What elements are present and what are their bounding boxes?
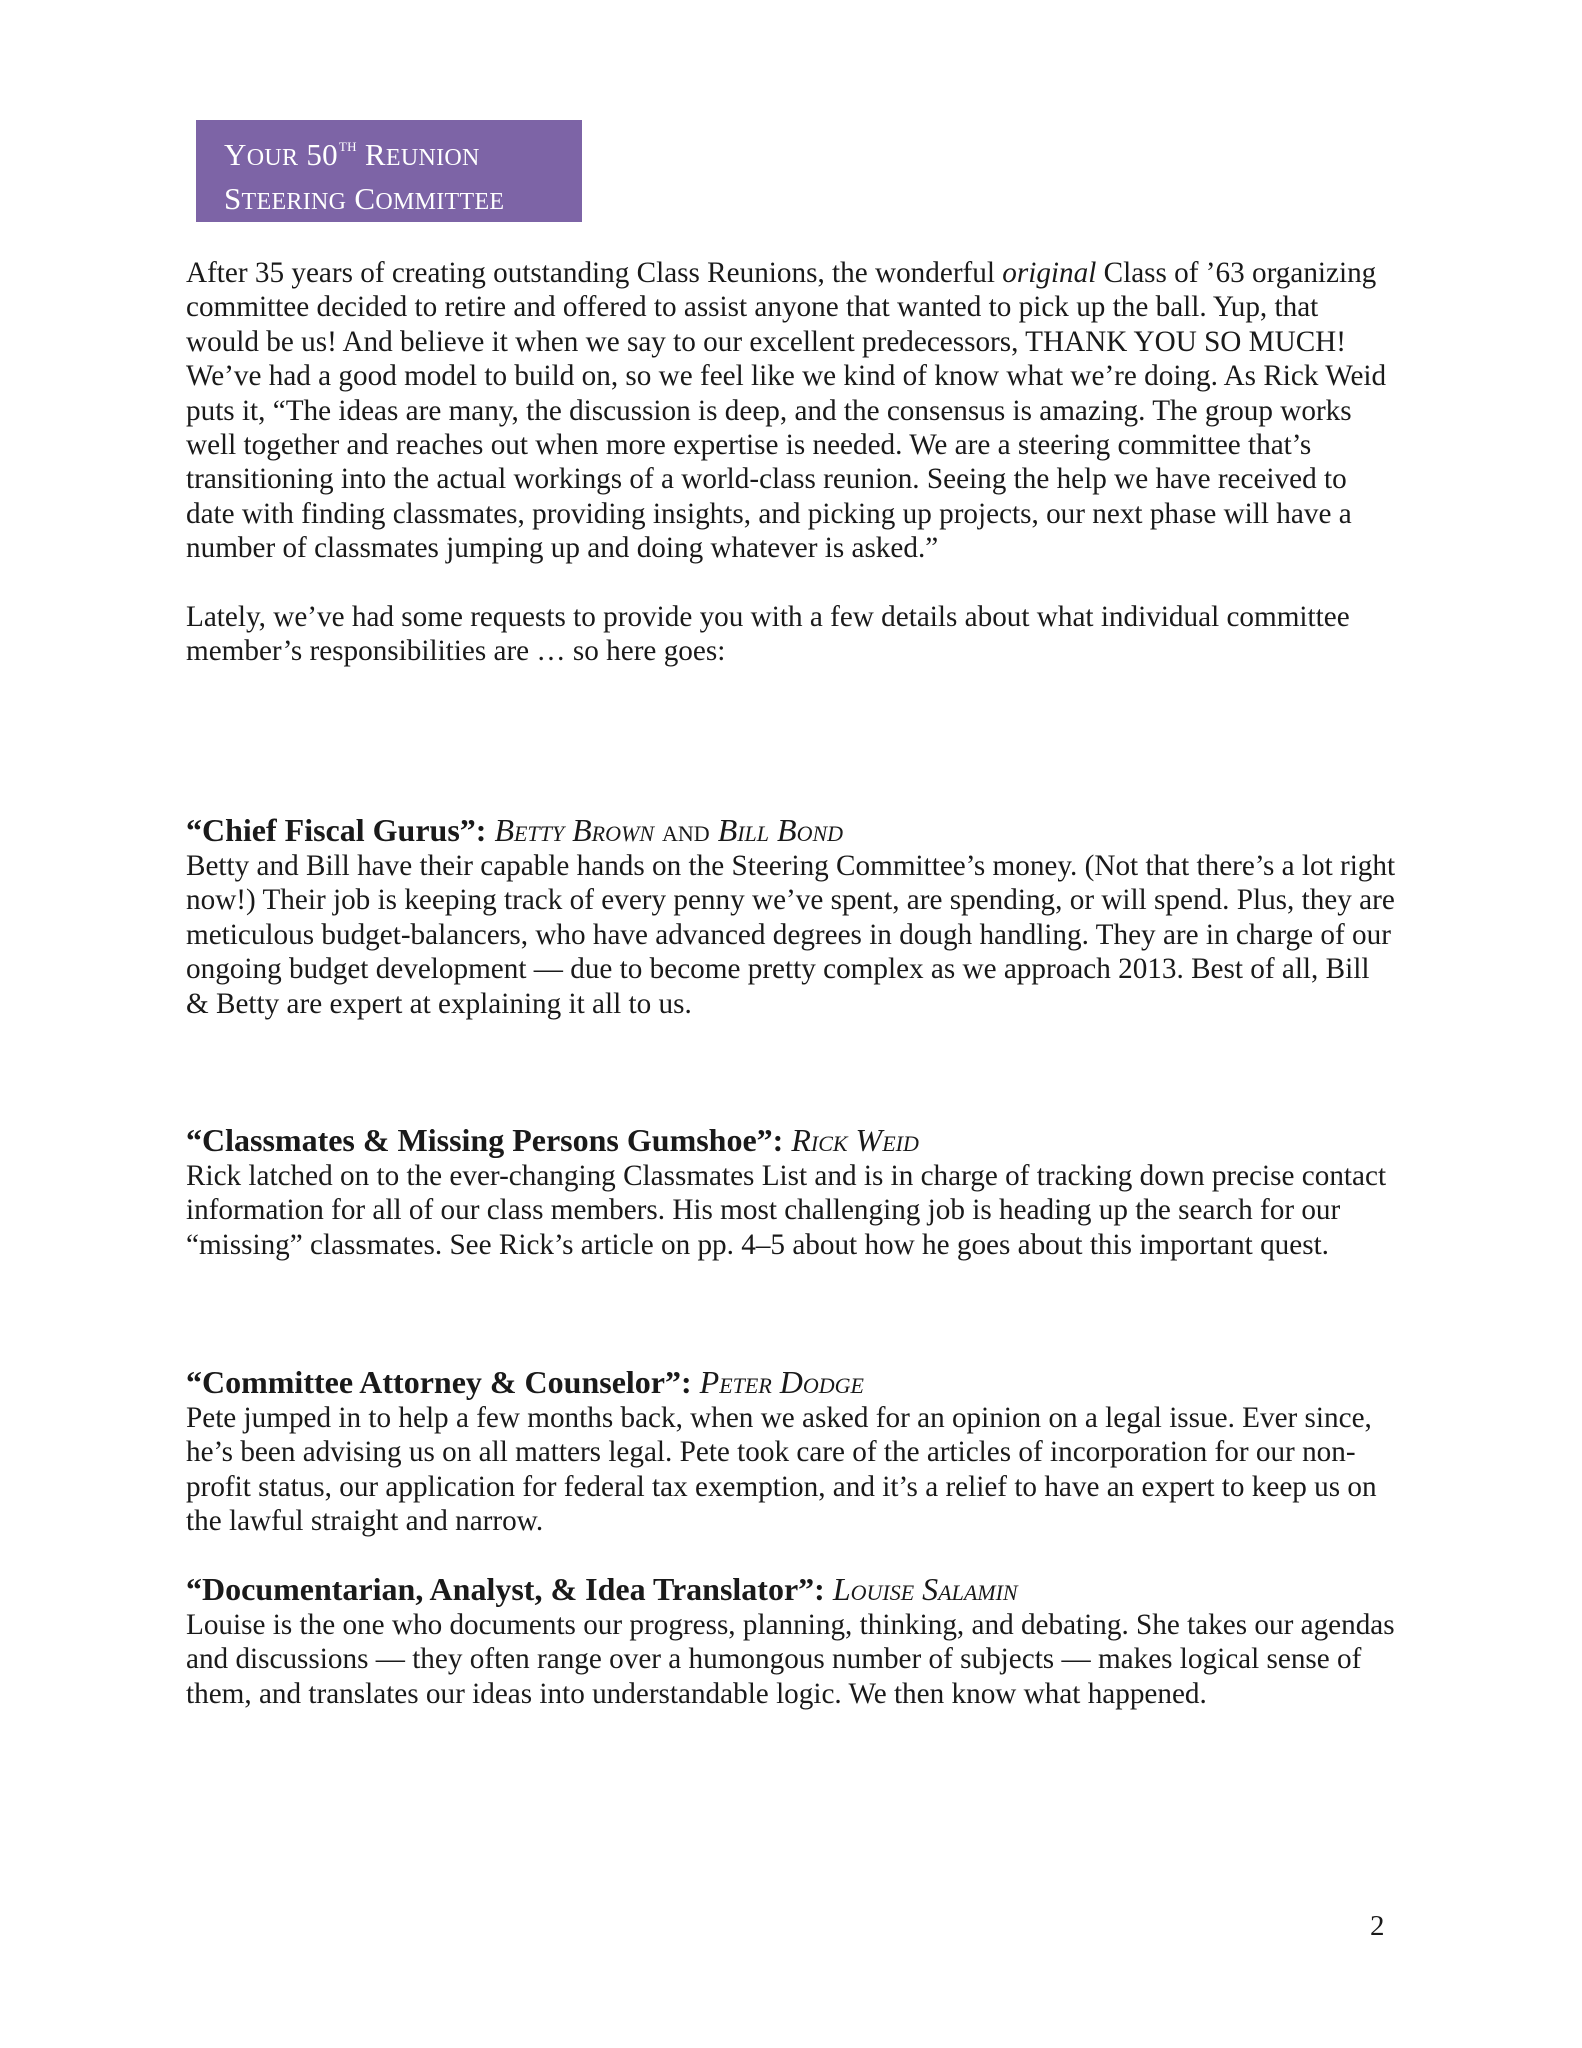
banner-line-1: YOUR 50TH REUNION — [224, 137, 480, 172]
page-number: 2 — [1370, 1910, 1385, 1942]
section-body: Pete jumped in to help a few months back, when we asked for an opinion on a legal issue. Ever since, he’s been advising us on all matters legal. Pete took care of the articles of incorporation for our non-profit status, our application for federal tax exemption, and it’s a relief to have an expert to keep us on the lawful straight and narrow. — [186, 1402, 1377, 1538]
section-title: “Chief Fiscal Gurus”: Betty Brown and Bill Bond — [186, 812, 844, 848]
section-body: Betty and Bill have their capable hands on the Steering Committee’s money. (Not that there’s a lot right now!) Their job is keeping track of every penny we’ve spent, are spending, or will spend. Plus, they are meticulous budget-balancers, who have advanced degrees in dough handling. They are in charge of our ongoing budget development — due to become pretty complex as we approach 2013. Best of all, Bill & Betty are expert at explaining it all to us. — [186, 850, 1396, 1020]
section-attorney — [186, 1363, 1396, 1539]
section-banner — [196, 120, 582, 222]
section-missing-persons — [186, 1121, 1396, 1262]
intro-paragraph-1: After 35 years of creating outstanding Class Reunions, the wonderful original Class of ’63 organizing committee decided to retire and offered to assist anyone that wanted to pick up the ball. Yup, that would be us! And believe it when we say to our excellent predecessors, THANK YOU SO MUCH! We’ve had a good model to build on, so we feel like we kind of know what we’re doing. As Rick Weid puts it, “The ideas are many, the discussion is deep, and the consensus is amazing. The group works well together and reaches out when more expertise is needed. We are a steering committee that’s transitioning into the actual workings of a world-class reunion. Seeing the help we have received to date with finding classmates, providing insights, and picking up projects, our next phase will have a number of classmates jumping up and doing whatever is asked.” — [186, 257, 1387, 565]
section-fiscal-gurus — [186, 811, 1396, 1021]
banner-line-2: STEERING COMMITTEE — [224, 181, 505, 216]
section-body: Louise is the one who documents our progress, planning, thinking, and debating. She takes our agendas and discussions — they often range over a humongous number of subjects — makes logical sense of them, and translates our ideas into understandable logic. We then know what happened. — [186, 1609, 1395, 1710]
article-body — [186, 256, 1396, 1710]
section-title: “Documentarian, Analyst, & Idea Translator”: Louise Salamin — [186, 1571, 1018, 1607]
section-documentarian — [186, 1570, 1396, 1711]
section-title: “Classmates & Missing Persons Gumshoe”: Rick Weid — [186, 1122, 919, 1158]
section-body: Rick latched on to the ever-changing Classmates List and is in charge of tracking down precise contact information for all of our class members. His most challenging job is heading up the search for our “missing” classmates. See Rick’s article on pp. 4–5 about how he goes about this important quest. — [186, 1160, 1387, 1261]
section-title: “Committee Attorney & Counselor”: Peter Dodge — [186, 1364, 864, 1400]
intro-paragraph-2: Lately, we’ve had some requests to provide you with a few details about what individual committee member’s responsibilities are … so here goes: — [186, 600, 1350, 668]
emphasis-original: original — [1002, 257, 1097, 289]
